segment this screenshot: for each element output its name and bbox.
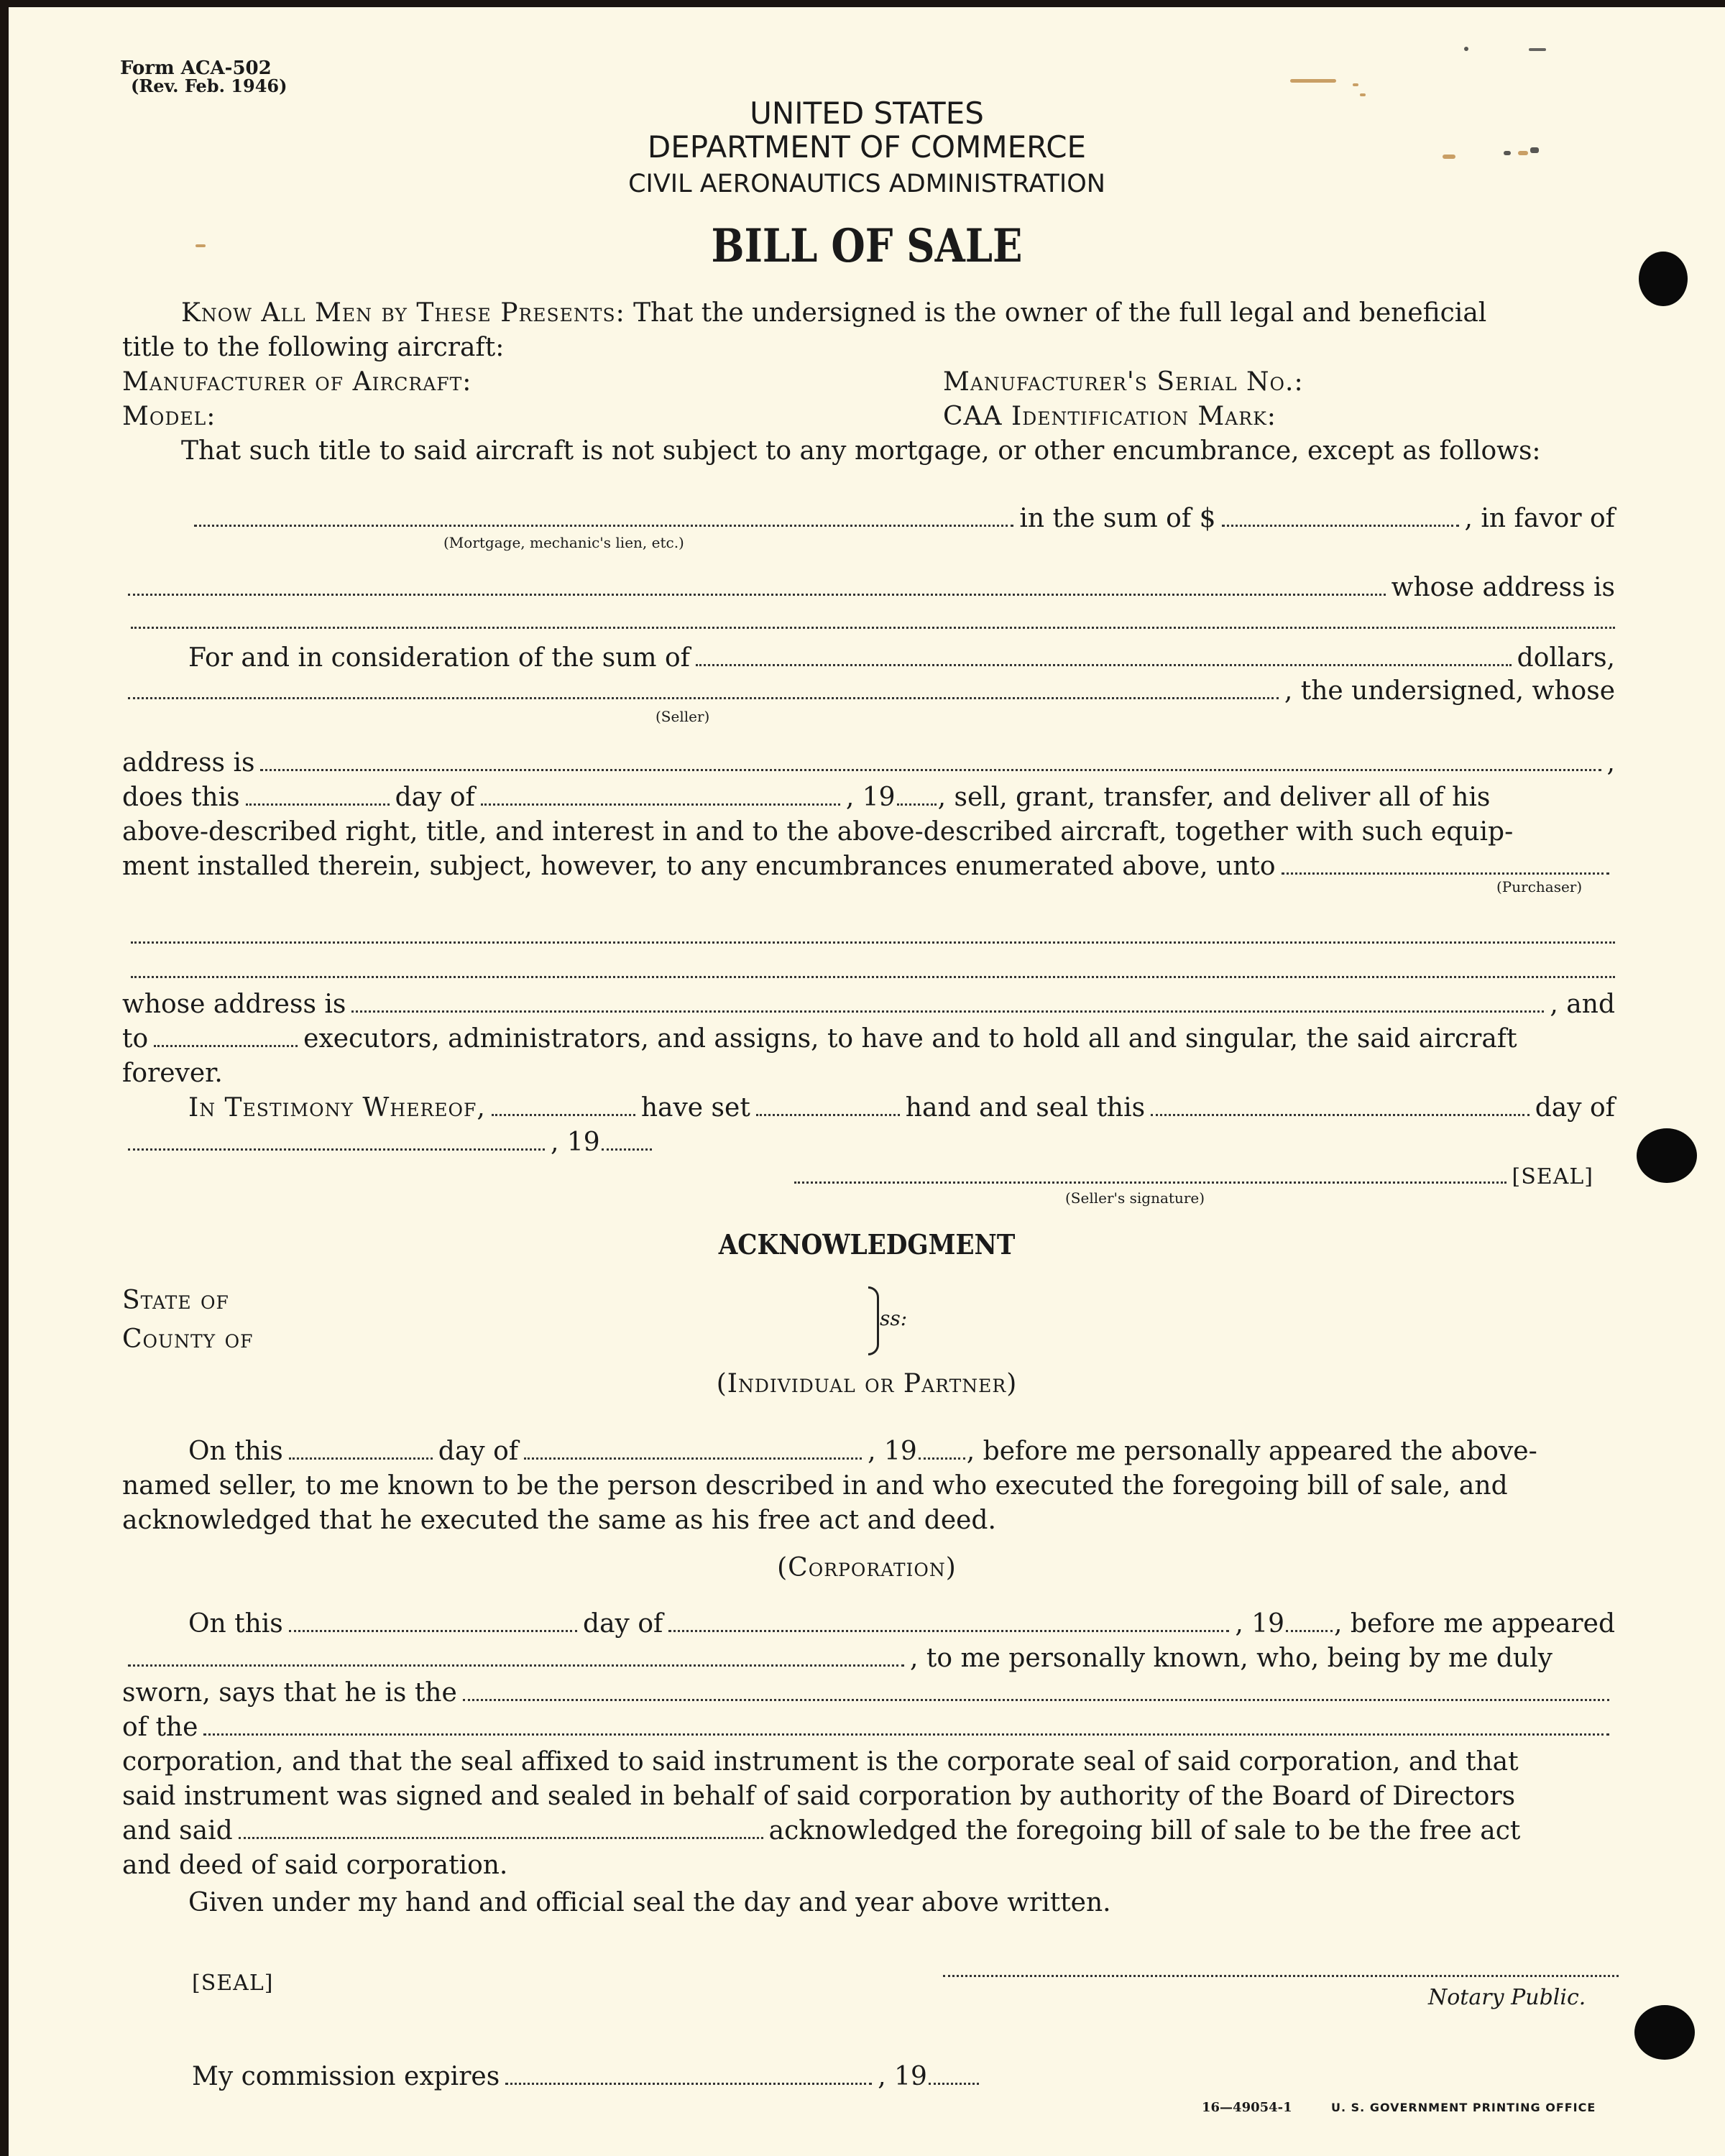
testimony-party-field[interactable] bbox=[492, 1100, 635, 1116]
seller-signature-field[interactable] bbox=[794, 1167, 1506, 1184]
ink-spot bbox=[1464, 47, 1468, 51]
corporation-line6: said instrument was signed and sealed in behalf of said corporation by authority of the Board of Directors bbox=[122, 1782, 1516, 1811]
seller-line: , the undersigned, whose bbox=[122, 676, 1615, 707]
executors-line: to executors, administrators, and assigns, to have and to hold all and singular, the said aircraft bbox=[122, 1024, 1517, 1054]
corporation-and-said-line: and said acknowledged the foregoing bill of sale to be the free act bbox=[122, 1816, 1521, 1846]
caa-mark-label: CAA Identification Mark: bbox=[943, 402, 1276, 431]
punch-hole-middle bbox=[1637, 1128, 1697, 1183]
punch-hole-top bbox=[1639, 252, 1688, 306]
encumbrance-caption: (Mortgage, mechanic's lien, etc.) bbox=[443, 534, 684, 551]
ink-spot bbox=[1529, 48, 1546, 51]
corporation-heading: (Corporation) bbox=[777, 1553, 957, 1583]
seller-signature-line: [SEAL] bbox=[788, 1161, 1593, 1193]
corporation-month-field[interactable] bbox=[668, 1616, 1229, 1632]
corporation-officer-line: , to me personally known, who, being by me duly bbox=[122, 1643, 1615, 1674]
corporation-name-field[interactable] bbox=[203, 1719, 1609, 1736]
purchaser-address-line: whose address is , and bbox=[122, 990, 1615, 1019]
encumbrance-type-field[interactable] bbox=[194, 510, 1013, 527]
ink-spot bbox=[1504, 151, 1511, 155]
notary-public-label: Notary Public. bbox=[1428, 1985, 1586, 2010]
testimony-month-field[interactable] bbox=[128, 1134, 545, 1151]
header-line1: UNITED STATES bbox=[750, 96, 984, 131]
rust-stain bbox=[1353, 83, 1358, 86]
intro-line1: Know All Men by These Presents: That the undersigned is the owner of the full legal and beneficial bbox=[181, 298, 1487, 328]
corporation-day-field[interactable] bbox=[289, 1616, 577, 1632]
individual-line2: named seller, to me known to be the person described in and who executed the foregoing bill of sale, and bbox=[122, 1471, 1508, 1501]
encumbrance-text: That such title to said aircraft is not subject to any mortgage, or other encumbrance, except as follows: bbox=[181, 436, 1541, 466]
encumbrance-sum-field[interactable] bbox=[1222, 510, 1459, 527]
ink-spot bbox=[1530, 147, 1539, 153]
testimony-line: In Testimony Whereof, have set hand and seal this day of bbox=[188, 1093, 1615, 1123]
rust-stain bbox=[1360, 93, 1366, 96]
purchaser-line-2[interactable] bbox=[131, 941, 1615, 944]
seller-name-field[interactable] bbox=[128, 683, 1279, 699]
footer-code: 16—49054-1 bbox=[1202, 2100, 1292, 2115]
punch-hole-bottom bbox=[1634, 2005, 1695, 2060]
acknowledgment-title: ACKNOWLEDGMENT bbox=[718, 1228, 1016, 1261]
corporation-title-line: sworn, says that he is the bbox=[122, 1677, 1615, 1709]
encumbrance-line: in the sum of $ , in favor of bbox=[188, 503, 1615, 535]
intro-line2: title to the following aircraft: bbox=[122, 333, 505, 362]
signature-caption: (Seller's signature) bbox=[1065, 1189, 1205, 1207]
header-line2: DEPARTMENT OF COMMERCE bbox=[647, 129, 1087, 165]
forever-text: forever. bbox=[122, 1059, 223, 1088]
commission-year-field[interactable] bbox=[929, 2068, 979, 2085]
rust-stain bbox=[1290, 79, 1336, 83]
purchaser-line-3[interactable] bbox=[131, 976, 1615, 978]
model-label: Model: bbox=[122, 402, 216, 431]
seller-address-field[interactable] bbox=[260, 755, 1601, 771]
county-of-label: County of bbox=[122, 1325, 254, 1354]
form-revision: (Rev. Feb. 1946) bbox=[131, 75, 288, 96]
corporation-line5: corporation, and that the seal affixed to said instrument is the corporate seal of said corporation, and that bbox=[122, 1747, 1519, 1777]
commission-line: My commission expires , 19 bbox=[192, 2061, 980, 2093]
ss-label: ss: bbox=[880, 1307, 908, 1330]
consideration-line: For and in consideration of the sum of dollars, bbox=[188, 643, 1615, 673]
testimony-date-line: , 19 bbox=[122, 1127, 653, 1158]
serial-label: Manufacturer's Serial No.: bbox=[943, 367, 1304, 397]
corporation-year-field[interactable] bbox=[1286, 1616, 1333, 1632]
corporation-line8: and deed of said corporation. bbox=[122, 1851, 508, 1880]
given-text: Given under my hand and official seal the day and year above written. bbox=[188, 1888, 1111, 1917]
testimony-day-field[interactable] bbox=[1151, 1100, 1530, 1116]
individual-date-line: On this day of , 19 , before me personally appeared the above- bbox=[188, 1437, 1537, 1466]
corporation-date-line: On this day of , 19 , before me appeared bbox=[188, 1609, 1615, 1639]
consideration-sum-field[interactable] bbox=[696, 650, 1512, 666]
testimony-pronoun-field[interactable] bbox=[756, 1100, 900, 1116]
footer-printer: U. S. GOVERNMENT PRINTING OFFICE bbox=[1331, 2101, 1596, 2114]
notary-signature-field[interactable] bbox=[943, 1975, 1619, 1977]
seller-address-line: address is , bbox=[122, 748, 1615, 778]
commission-date-field[interactable] bbox=[505, 2068, 872, 2085]
rust-stain bbox=[1443, 155, 1455, 159]
seller-caption: (Seller) bbox=[656, 708, 710, 725]
brace-icon bbox=[868, 1286, 879, 1355]
purchaser-caption: (Purchaser) bbox=[1496, 878, 1583, 895]
header-line3: CIVIL AERONAUTICS ADMINISTRATION bbox=[628, 170, 1105, 198]
form-number: Form ACA-502 bbox=[120, 57, 272, 79]
encumbrance-holder-line: whose address is bbox=[122, 572, 1615, 604]
lienholder-field[interactable] bbox=[128, 579, 1386, 596]
rust-stain bbox=[196, 244, 206, 247]
individual-day-field[interactable] bbox=[289, 1443, 433, 1460]
corporation-ack-officer-field[interactable] bbox=[239, 1823, 763, 1839]
page-title: BILL OF SALE bbox=[711, 219, 1023, 273]
lienholder-address-field[interactable] bbox=[131, 627, 1615, 629]
individual-heading: (Individual or Partner) bbox=[716, 1369, 1018, 1399]
corporation-title-field[interactable] bbox=[463, 1685, 1609, 1701]
manufacturer-label: Manufacturer of Aircraft: bbox=[122, 367, 472, 397]
state-of-label: State of bbox=[122, 1286, 229, 1315]
sale-month-field[interactable] bbox=[481, 789, 840, 806]
corporation-name-line: of the bbox=[122, 1712, 1615, 1743]
individual-month-field[interactable] bbox=[524, 1443, 862, 1460]
individual-year-field[interactable] bbox=[919, 1443, 965, 1460]
sale-day-field[interactable] bbox=[246, 789, 390, 806]
executors-pronoun-field[interactable] bbox=[154, 1031, 298, 1047]
bill-of-sale-page bbox=[9, 7, 1725, 2156]
rust-stain bbox=[1518, 151, 1528, 155]
sale-date-line: does this day of , 19 , sell, grant, transfer, and deliver all of his bbox=[122, 783, 1491, 812]
purchaser-address-field[interactable] bbox=[351, 996, 1544, 1013]
individual-line3: acknowledged that he executed the same as his free act and deed. bbox=[122, 1506, 996, 1535]
conveyance-line-a: above-described right, title, and interest in and to the above-described aircraft, together with such equip- bbox=[122, 817, 1514, 847]
sale-year-field[interactable] bbox=[897, 789, 937, 806]
conveyance-line-b: ment installed therein, subject, however, to any encumbrances enumerated above, unto bbox=[122, 851, 1615, 883]
purchaser-field[interactable] bbox=[1282, 858, 1609, 875]
notary-seal-label: [SEAL] bbox=[192, 1971, 274, 1996]
corporation-officer-field[interactable] bbox=[128, 1650, 904, 1667]
testimony-year-field[interactable] bbox=[602, 1134, 652, 1151]
